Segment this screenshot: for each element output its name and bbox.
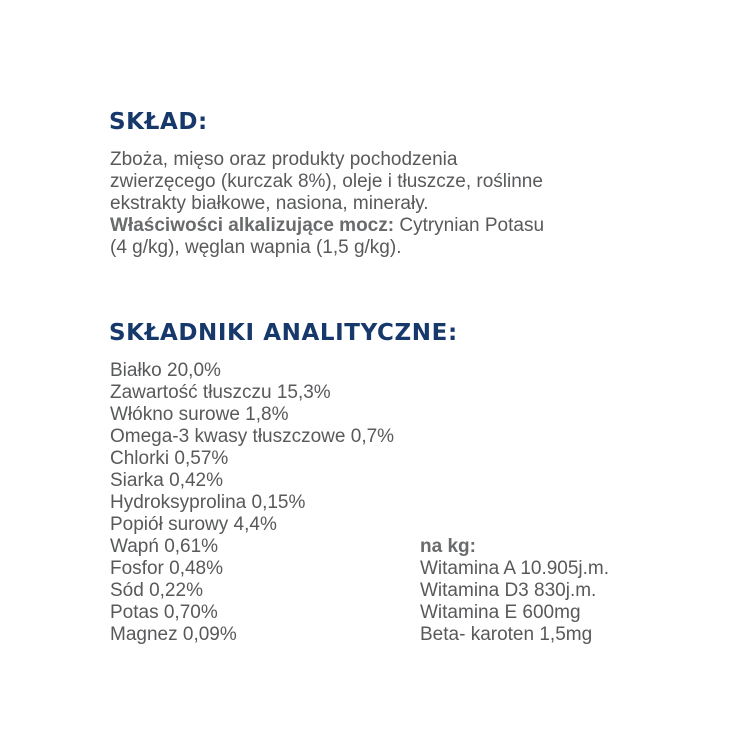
composition-heading: SKŁAD: xyxy=(109,109,208,135)
analytical-item: Zawartość tłuszczu 15,3% xyxy=(110,382,331,403)
per-kg-vitamins-list xyxy=(420,536,609,646)
composition-line-5: (4 g/kg), węglan wapnia (1,5 g/kg). xyxy=(110,237,402,258)
composition-line-2: zwierzęcego (kurczak 8%), oleje i tłuszcze, roślinne xyxy=(110,171,543,192)
analytical-item: Omega-3 kwasy tłuszczowe 0,7% xyxy=(110,426,395,447)
analytical-constituents-list xyxy=(110,360,394,646)
composition-line-3: ekstrakty białkowe, nasiona, minerały. xyxy=(110,193,429,214)
analytical-constituents-heading: SKŁADNIKI ANALITYCZNE: xyxy=(109,320,458,346)
vitamin-item: Witamina E 600mg xyxy=(420,602,581,623)
analytical-item: Fosfor 0,48% xyxy=(110,558,223,579)
vitamin-item: Witamina A 10.905j.m. xyxy=(420,558,610,579)
analytical-item: Wapń 0,61% xyxy=(110,536,219,557)
analytical-item: Popiół surowy 4,4% xyxy=(110,514,277,535)
vitamin-item: Witamina D3 830j.m. xyxy=(420,580,597,601)
analytical-item: Białko 20,0% xyxy=(110,360,221,381)
analytical-item: Włókno surowe 1,8% xyxy=(110,404,289,425)
analytical-item: Magnez 0,09% xyxy=(110,624,237,645)
analytical-item: Hydroksyprolina 0,15% xyxy=(110,492,306,513)
composition-line-4 xyxy=(110,215,544,237)
composition-text xyxy=(110,149,544,259)
per-kg-title: na kg: xyxy=(420,536,476,557)
analytical-item: Sód 0,22% xyxy=(110,580,203,601)
composition-line-1: Zboża, mięso oraz produkty pochodzenia xyxy=(110,149,458,170)
analytical-item: Chlorki 0,57% xyxy=(110,448,229,469)
analytical-item: Potas 0,70% xyxy=(110,602,218,623)
urine-alkalizing-value: Cytrynian Potasu xyxy=(394,215,545,236)
analytical-item: Siarka 0,42% xyxy=(110,470,224,491)
urine-alkalizing-label: Właściwości alkalizujące mocz: xyxy=(110,215,395,236)
vitamin-item: Beta- karoten 1,5mg xyxy=(420,624,593,645)
